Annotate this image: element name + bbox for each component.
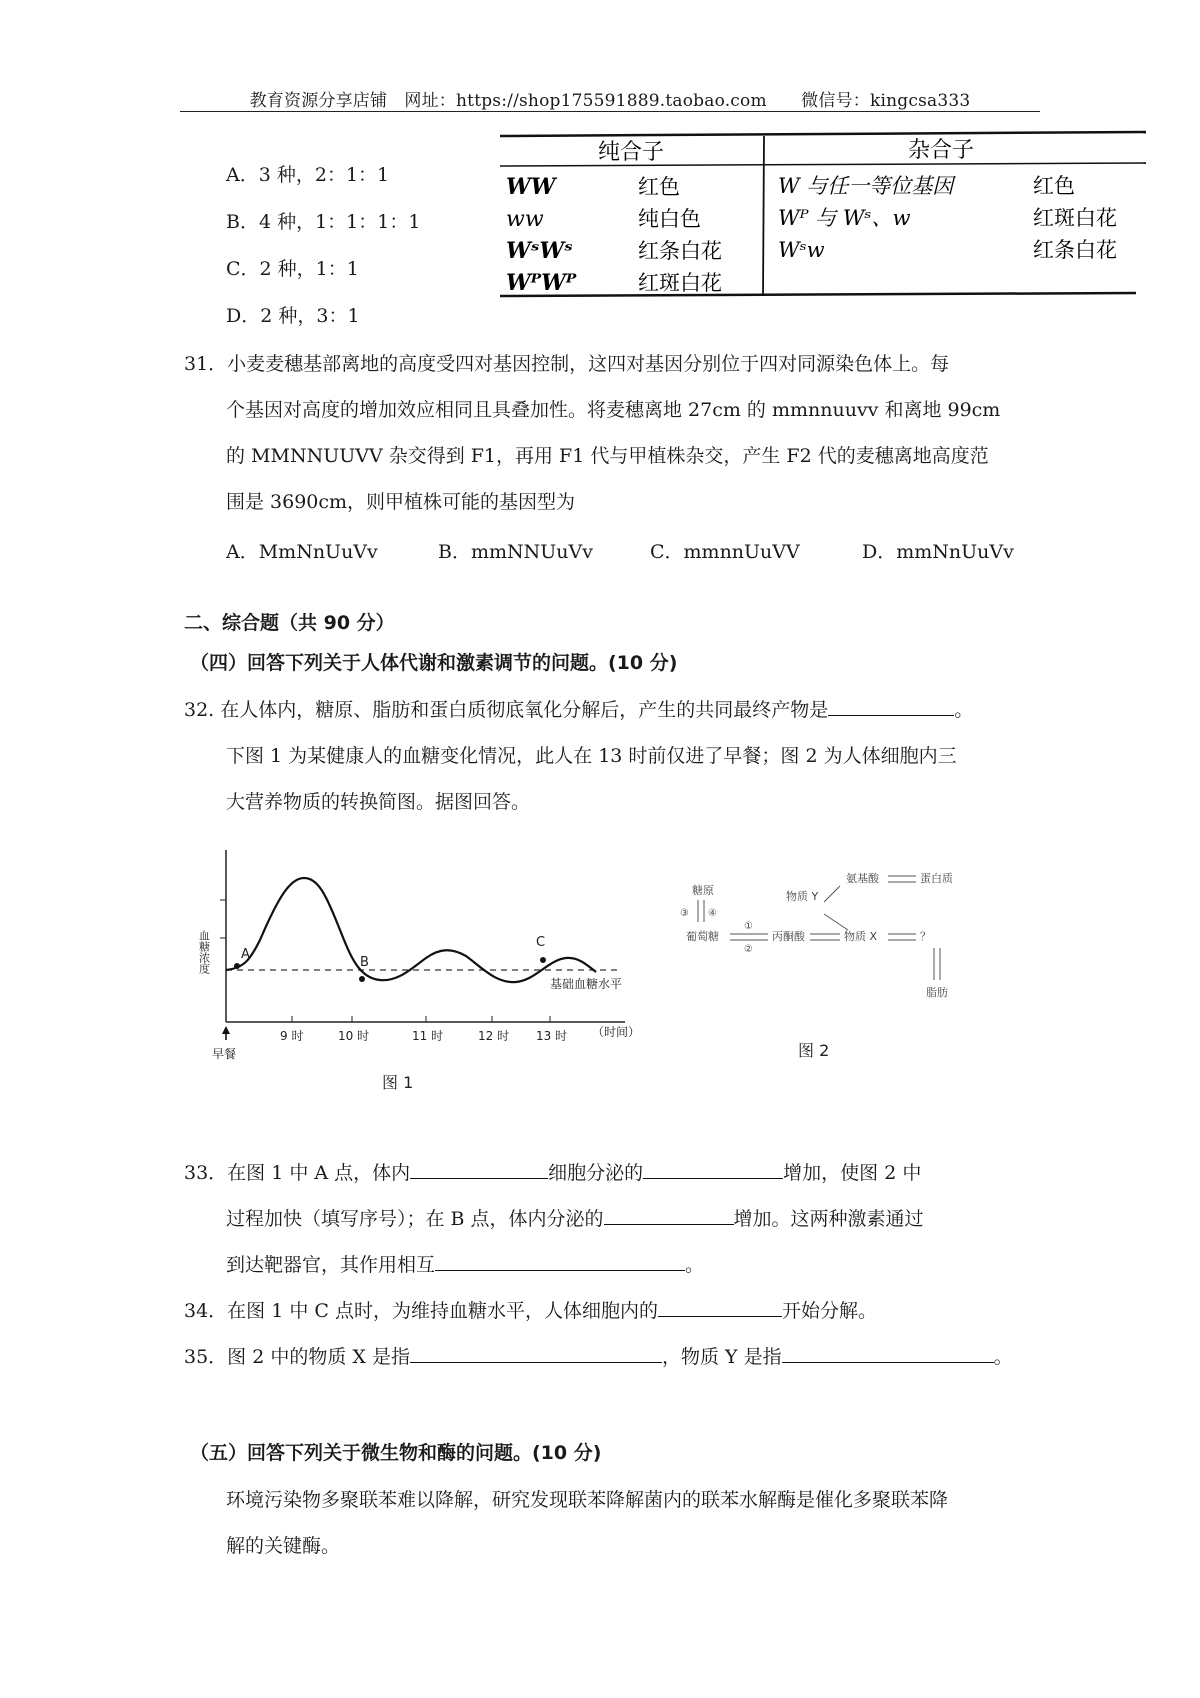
q33-text-end: 。 <box>685 1254 705 1276</box>
q33-blank-hormone-1 <box>643 1159 783 1179</box>
step-1-label: ① <box>744 921 753 932</box>
q32-line-1 <box>184 695 973 722</box>
step-4-label: ④ <box>708 908 717 919</box>
q30-option-b: B．4 种，1：1：1：1 <box>226 211 421 233</box>
point-b-marker <box>359 976 365 982</box>
q31-choice-d: D．mmNnUuVv <box>862 541 1014 563</box>
y-to-x-arrow <box>824 914 848 930</box>
q35-text-b: ，物质 Y 是指 <box>661 1346 782 1368</box>
q32-text: 32. 在人体内，糖原、脂肪和蛋白质彻底氧化分解后，产生的共同最终产物是 <box>184 699 829 721</box>
y-to-amino-arrow <box>824 886 840 902</box>
pure-phenotype: 纯白色 <box>638 207 701 231</box>
part-4-title: （四）回答下列关于人体代谢和激素调节的问题。(10 分) <box>190 652 678 674</box>
q32-answer-blank <box>828 696 954 716</box>
q31-line-3: 的 MMNNUUVV 杂交得到 F1，再用 F1 代与甲植株杂交，产生 F2 代的麦穗离地高度范 <box>226 445 989 467</box>
hetero-genotype: W 与任一等位基因 <box>778 174 954 198</box>
x-tick-label: 9 时 <box>280 1029 304 1043</box>
q34-line <box>184 1296 877 1323</box>
q34-text-a: 34．在图 1 中 C 点时，为维持血糖水平，人体细胞内的 <box>184 1300 658 1322</box>
header-divider <box>180 111 1040 112</box>
node-substance-y: 物质 Y <box>786 890 819 903</box>
q31-line-1: 31．小麦麦穗基部离地的高度受四对基因控制，这四对基因分别位于四对同源染色体上。每 <box>184 353 950 375</box>
node-pyruvate: 丙酮酸 <box>772 930 805 943</box>
y-axis-label: 血糖浓度 <box>197 930 211 974</box>
q34-text-b: 开始分解。 <box>781 1300 877 1322</box>
node-protein: 蛋白质 <box>920 872 953 885</box>
q32-end: 。 <box>954 699 974 721</box>
q33-text-f: 到达靶器官，其作用相互 <box>226 1254 436 1276</box>
q31-choice-b: B．mmNNUuVv <box>438 541 593 563</box>
x-axis-unit: （时间） <box>592 1025 641 1039</box>
node-substance-x: 物质 X <box>844 930 878 943</box>
section-2-title: 二、综合题（共 90 分） <box>184 612 395 634</box>
figure-1-caption: 图 1 <box>382 1073 414 1092</box>
q31-choice-a: A．MmNnUuVv <box>226 541 378 563</box>
breakfast-label: 早餐 <box>212 1047 237 1061</box>
q33-blank-relation <box>435 1251 685 1271</box>
pure-phenotype: 红斑白花 <box>638 271 722 295</box>
x-tick-label: 13 时 <box>536 1029 568 1043</box>
pure-genotype: WW <box>506 174 556 200</box>
q35-blank-x <box>410 1343 662 1363</box>
page-header: 教育资源分享店铺 网址：https://shop175591889.taobao.com 微信号：kingcsa333 <box>249 91 971 111</box>
q35-text-a: 35．图 2 中的物质 X 是指 <box>184 1346 410 1368</box>
genotype-table <box>488 130 1148 300</box>
q33-blank-cell <box>410 1159 548 1179</box>
point-a-label: A <box>241 947 250 962</box>
node-fatty-acid: ？ <box>920 930 931 943</box>
q33-text-b: 细胞分泌的 <box>548 1162 644 1184</box>
part-5-title: （五）回答下列关于微生物和酶的问题。(10 分) <box>190 1442 602 1464</box>
breakfast-arrowhead <box>222 1026 230 1034</box>
q33-blank-hormone-2 <box>604 1205 734 1225</box>
hetero-genotype: Wᴾ 与 Wˢ、w <box>778 206 911 230</box>
q35-line <box>184 1342 1013 1369</box>
q33-line-2 <box>226 1204 924 1231</box>
x-tick-label: 10 时 <box>338 1029 370 1043</box>
point-b-label: B <box>360 955 369 970</box>
point-c-label: C <box>536 935 546 950</box>
part-5-para-line-2: 解的关键酶。 <box>226 1535 341 1557</box>
q30-option-c: C．2 种，1：1 <box>226 258 359 280</box>
step-3-label: ③ <box>680 908 689 919</box>
x-tick-label: 12 时 <box>478 1029 510 1043</box>
figure-2-caption: 图 2 <box>798 1041 830 1060</box>
pure-genotype: WᴾWᴾ <box>506 270 577 296</box>
q30-option-a: A．3 种，2：1：1 <box>226 164 390 186</box>
q32-line-2: 下图 1 为某健康人的血糖变化情况，此人在 13 时前仅进了早餐；图 2 为人体细胞内三 <box>226 745 957 767</box>
hetero-header: 杂合子 <box>908 138 975 163</box>
q32-line-3: 大营养物质的转换简图。据图回答。 <box>226 791 531 813</box>
node-glucose: 葡萄糖 <box>686 930 719 943</box>
q31-line-2: 个基因对高度的增加效应相同且具叠加性。将麦穗离地 27cm 的 mmnnuuvv 和离地 99cm <box>226 399 1001 421</box>
pure-genotype: ww <box>506 207 544 232</box>
node-amino-acid: 氨基酸 <box>846 872 879 885</box>
pure-header: 纯合子 <box>598 140 665 165</box>
table-header-rule <box>500 163 1146 166</box>
hetero-phenotype: 红斑白花 <box>1033 206 1117 230</box>
q33-text-c: 增加，使图 2 中 <box>783 1162 922 1184</box>
q31-choice-c: C．mmnnUuVV <box>650 541 800 563</box>
table-bottom-rule <box>500 293 1136 296</box>
hetero-genotype: Wˢw <box>778 238 825 262</box>
step-2-label: ② <box>744 944 753 955</box>
table-top-rule <box>500 132 1146 136</box>
figure-1-blood-sugar <box>197 840 680 1110</box>
baseline-label: 基础血糖水平 <box>550 977 623 991</box>
node-glycogen: 糖原 <box>692 884 714 897</box>
pure-phenotype: 红条白花 <box>638 239 722 263</box>
q35-blank-y <box>782 1343 994 1363</box>
table-column-divider <box>763 136 764 296</box>
hetero-phenotype: 红条白花 <box>1033 238 1117 262</box>
q30-option-d: D．2 种，3：1 <box>226 305 360 327</box>
q35-text-end: 。 <box>993 1346 1013 1368</box>
hetero-phenotype: 红色 <box>1033 174 1075 198</box>
q34-blank <box>658 1297 782 1317</box>
pure-phenotype: 红色 <box>638 175 680 199</box>
blood-sugar-curve <box>226 878 596 982</box>
x-tick-label: 11 时 <box>412 1029 444 1043</box>
q33-text-a: 33．在图 1 中 A 点，体内 <box>184 1162 411 1184</box>
figure-2-nutrient-conversion <box>680 870 1050 1110</box>
node-fat: 脂肪 <box>926 986 948 999</box>
q33-line-1 <box>184 1158 921 1185</box>
q33-text-e: 增加。这两种激素通过 <box>733 1208 924 1230</box>
point-a-marker <box>234 963 240 969</box>
q33-text-d: 过程加快（填写序号）；在 B 点，体内分泌的 <box>226 1208 604 1230</box>
part-5-para-line-1: 环境污染物多聚联苯难以降解，研究发现联苯降解菌内的联苯水解酶是催化多聚联苯降 <box>226 1489 949 1511</box>
q33-line-3 <box>226 1250 704 1277</box>
q31-line-4: 围是 3690cm，则甲植株可能的基因型为 <box>226 491 576 513</box>
point-c-marker <box>540 957 546 963</box>
pure-genotype: WˢWˢ <box>506 238 573 264</box>
